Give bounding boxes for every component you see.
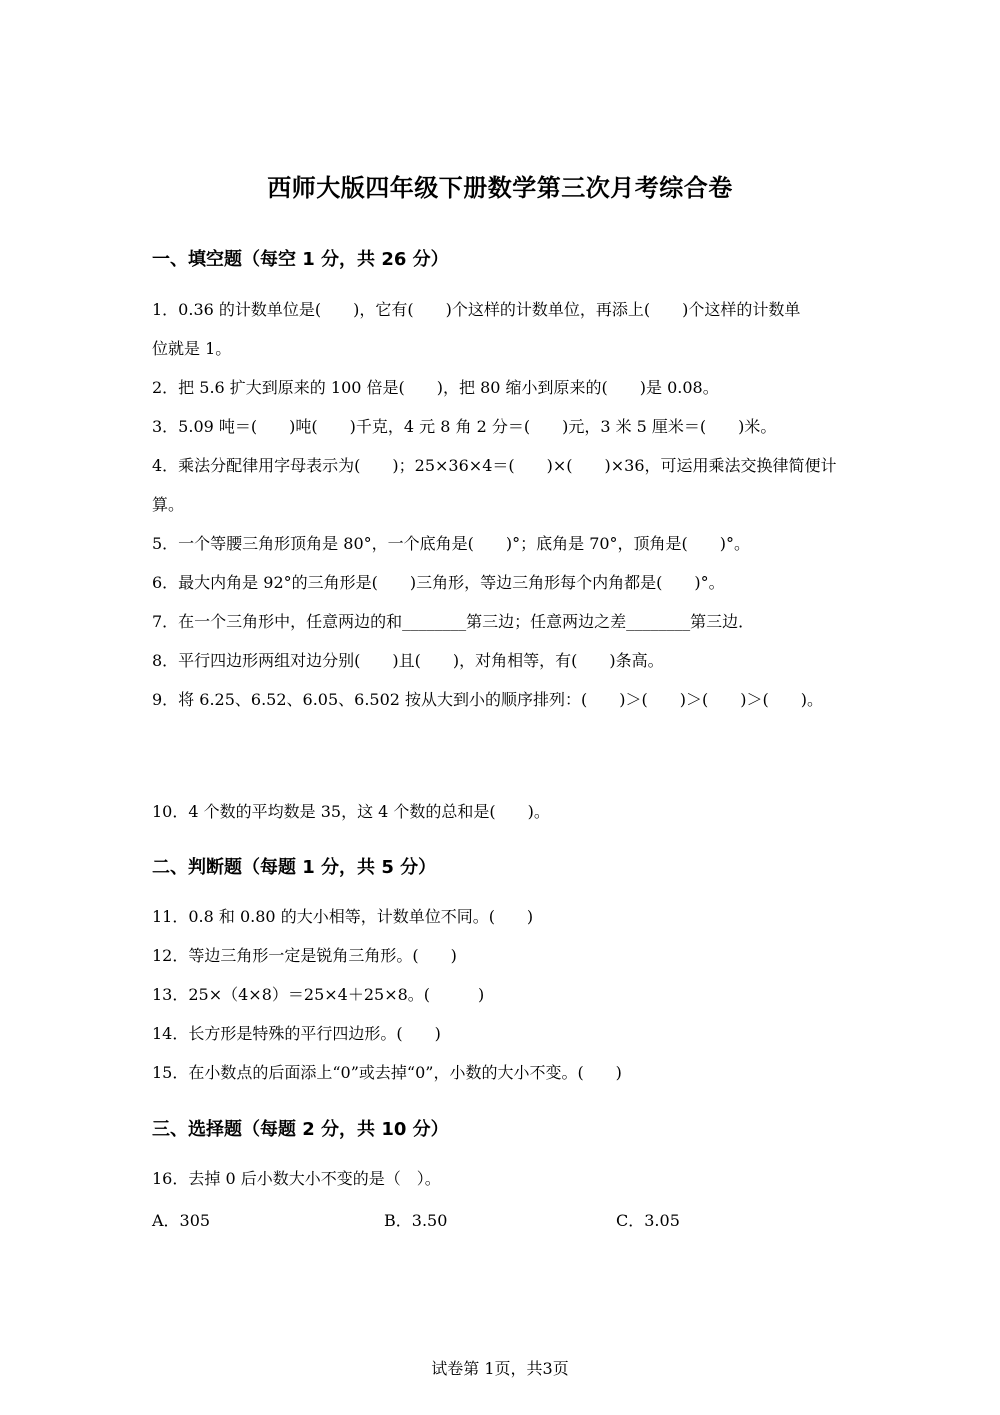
option-c: C．3.05	[616, 1211, 680, 1230]
question-1-line-2: 位就是 1。	[152, 339, 232, 358]
question-8: 8．平行四边形两组对边分别( )且( )，对角相等，有( )条高。	[152, 651, 664, 670]
page-footer: 试卷第 1页，共3页	[431, 1359, 569, 1378]
question-15: 15．在小数点的后面添上“0”或去掉“0”，小数的大小不变。( )	[152, 1063, 622, 1082]
question-4-line-2: 算。	[152, 495, 185, 514]
option-a: A．305	[152, 1211, 211, 1230]
question-1-line-1: 1．0.36 的计数单位是( )，它有( )个这样的计数单位，再添上( )个这样的计数单	[152, 300, 801, 319]
question-6: 6．最大内角是 92°的三角形是( )三角形，等边三角形每个内角都是( )°。	[152, 573, 725, 592]
question-12: 12．等边三角形一定是锐角三角形。( )	[152, 946, 457, 965]
section-heading-multiple-choice: 三、选择题（每题 2 分，共 10 分）	[152, 1119, 449, 1140]
section-heading-fill-in: 一、填空题（每空 1 分，共 26 分）	[152, 249, 449, 270]
question-16: 16．去掉 0 后小数大小不变的是（ ）。	[152, 1169, 441, 1188]
question-2: 2．把 5.6 扩大到原来的 100 倍是( )，把 80 缩小到原来的( )是 0.08。	[152, 378, 719, 397]
question-11: 11．0.8 和 0.80 的大小相等，计数单位不同。( )	[152, 907, 534, 926]
question-9: 9．将 6.25、6.52、6.05、6.502 按从大到小的顺序排列：( )＞( )＞( )＞( )。	[152, 690, 823, 709]
section-heading-true-false: 二、判断题（每题 1 分，共 5 分）	[152, 857, 437, 878]
question-14: 14．长方形是特殊的平行四边形。( )	[152, 1024, 441, 1043]
question-4-line-1: 4．乘法分配律用字母表示为( )；25×36×4＝( )×( )×36，可运用乘法交换律简便计	[152, 456, 837, 475]
question-5: 5．一个等腰三角形顶角是 80°，一个底角是( )°；底角是 70°，顶角是( )°。	[152, 534, 751, 553]
exam-title: 西师大版四年级下册数学第三次月考综合卷	[267, 174, 733, 202]
option-b: B．3.50	[384, 1211, 448, 1230]
question-13: 13．25×（4×8）＝25×4＋25×8。( )	[152, 985, 485, 1004]
question-7: 7．在一个三角形中，任意两边的和________第三边；任意两边之差________第三边．	[152, 612, 755, 631]
question-3: 3．5.09 吨＝( )吨( )千克，4 元 8 角 2 分＝( )元，3 米 5 厘米＝( )米。	[152, 417, 777, 436]
question-10: 10．4 个数的平均数是 35，这 4 个数的总和是( )。	[152, 802, 550, 821]
